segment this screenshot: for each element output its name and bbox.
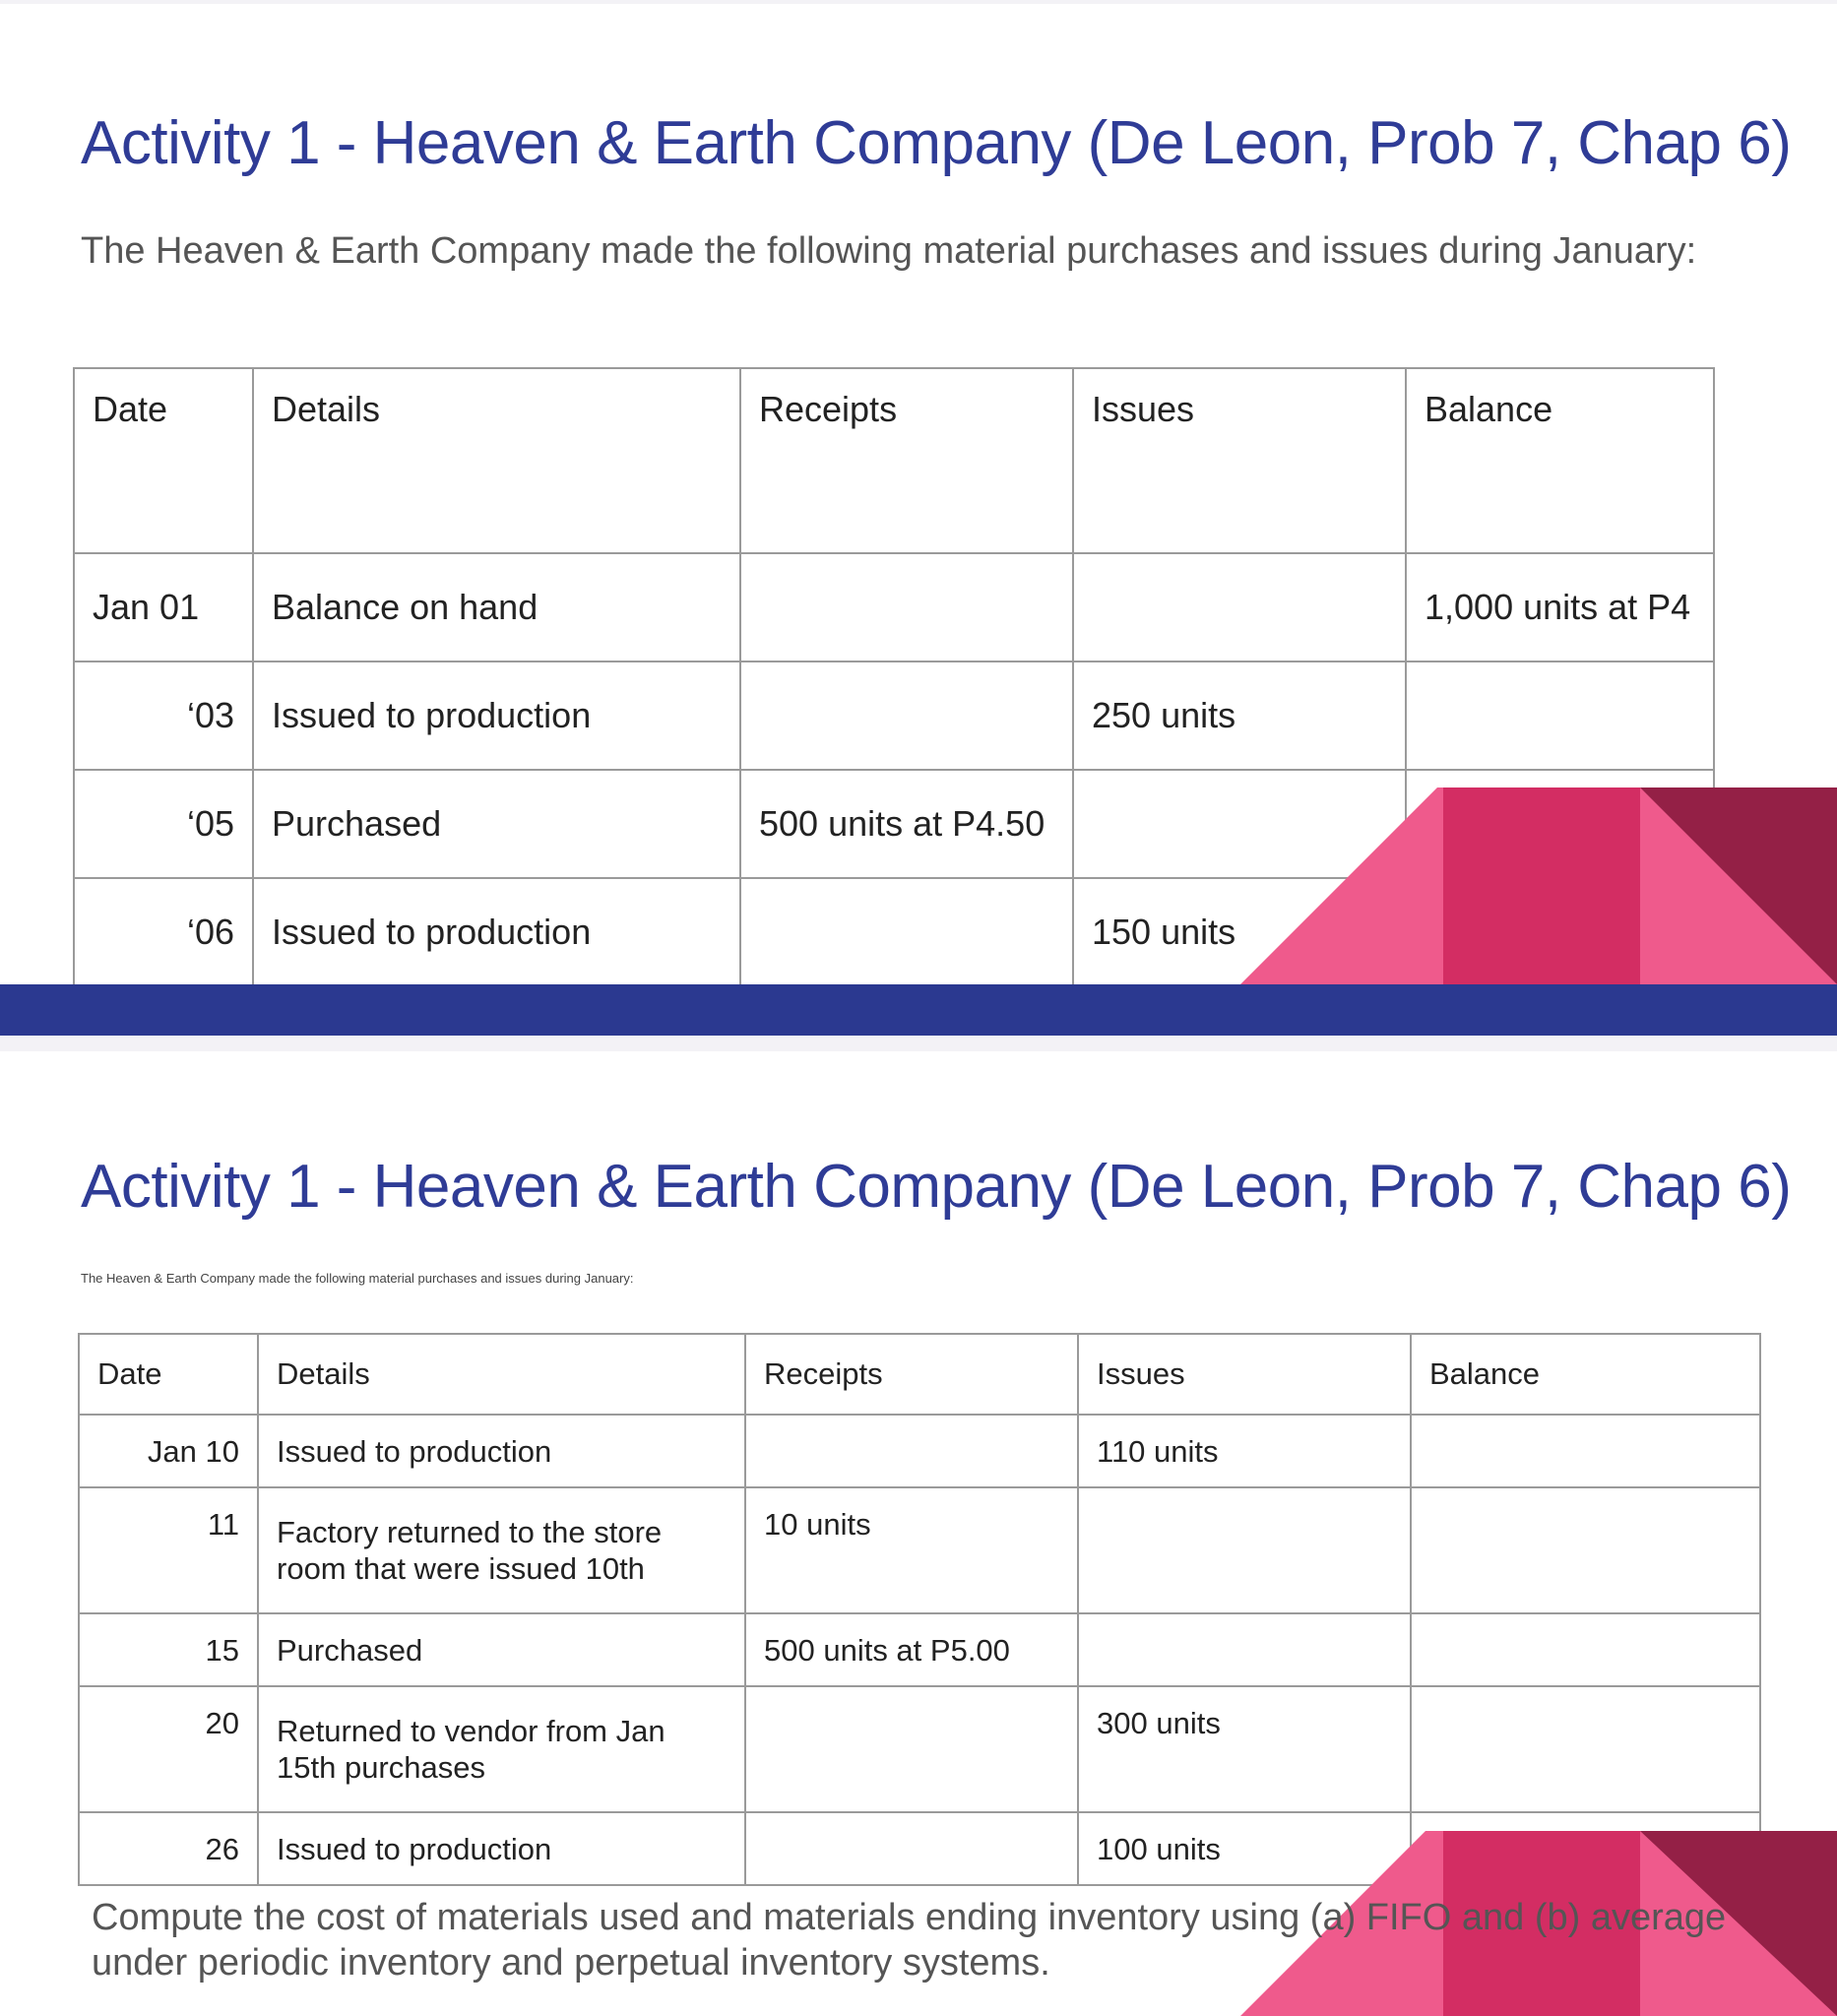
- cell-details: Issued to production: [258, 1415, 745, 1487]
- cell-issues: [1073, 553, 1406, 662]
- cell-date: 15: [79, 1613, 258, 1686]
- table-header-row: [79, 1334, 1760, 1415]
- slide-1-footer-bar: [0, 984, 1837, 1036]
- table-row: [74, 662, 1714, 770]
- question-text: Compute the cost of materials used and materials ending inventory using (a) FIFO and (b) average under periodic inventory and perpetual inventory systems.: [92, 1897, 1727, 1984]
- cell-date: ‘06: [74, 878, 253, 986]
- ledger-table-2: [78, 1333, 1761, 1886]
- header-issues: Issues: [1073, 368, 1406, 553]
- header-receipts: Receipts: [740, 368, 1073, 553]
- cell-issues: 250 units: [1073, 662, 1406, 770]
- cell-receipts: [740, 878, 1073, 986]
- slide-2: [0, 1051, 1837, 2016]
- cell-details: Factory returned to the store room that were issued 10th: [258, 1487, 745, 1613]
- cell-receipts: [740, 553, 1073, 662]
- cell-details: Issued to production: [253, 878, 740, 986]
- cell-issues: 110 units: [1078, 1415, 1411, 1487]
- cell-receipts: [740, 662, 1073, 770]
- header-date: Date: [79, 1334, 258, 1415]
- cell-receipts: 500 units at P5.00: [745, 1613, 1078, 1686]
- header-receipts: Receipts: [745, 1334, 1078, 1415]
- cell-date: ‘03: [74, 662, 253, 770]
- cell-date: ‘05: [74, 770, 253, 878]
- slide-1: [0, 4, 1837, 1036]
- header-details: Details: [253, 368, 740, 553]
- cell-balance: [1411, 1487, 1760, 1613]
- cell-receipts: 10 units: [745, 1487, 1078, 1613]
- cell-balance: [1411, 1613, 1760, 1686]
- cell-details: Balance on hand: [253, 553, 740, 662]
- cell-issues: 300 units: [1078, 1686, 1411, 1812]
- crimson-band: [1443, 788, 1640, 984]
- cell-balance: [1411, 1415, 1760, 1487]
- header-details: Details: [258, 1334, 745, 1415]
- pink-triangle-left: [1240, 788, 1443, 984]
- cell-date: Jan 01: [74, 553, 253, 662]
- cell-details: Purchased: [253, 770, 740, 878]
- table-row: [79, 1415, 1760, 1487]
- slide-1-title: Activity 1 - Heaven & Earth Company (De Leon, Prob 7, Chap 6): [81, 109, 1792, 177]
- cell-balance: [1411, 1686, 1760, 1812]
- slide-2-title: Activity 1 - Heaven & Earth Company (De Leon, Prob 7, Chap 6): [81, 1153, 1792, 1221]
- header-balance: Balance: [1406, 368, 1714, 553]
- cell-date: Jan 10: [79, 1415, 258, 1487]
- cell-date: 20: [79, 1686, 258, 1812]
- slide-2-subtitle: The Heaven & Earth Company made the following material purchases and issues during January:: [81, 1271, 634, 1286]
- decorative-triangles: [1240, 788, 1837, 984]
- table-row: [79, 1487, 1760, 1613]
- header-balance: Balance: [1411, 1334, 1760, 1415]
- cell-issues: 150 units: [1073, 878, 1406, 986]
- cell-date: 26: [79, 1812, 258, 1885]
- cell-details: Issued to production: [253, 662, 740, 770]
- cell-receipts: 500 units at P4.50: [740, 770, 1073, 878]
- cell-issues: [1078, 1487, 1411, 1613]
- cell-receipts: [745, 1686, 1078, 1812]
- cell-details: Purchased: [258, 1613, 745, 1686]
- table-row: [79, 1686, 1760, 1812]
- cell-details: Returned to vendor from Jan 15th purchases: [258, 1686, 745, 1812]
- cell-issues: [1078, 1613, 1411, 1686]
- cell-balance: [1406, 662, 1714, 770]
- cell-date: 11: [79, 1487, 258, 1613]
- slide-1-subtitle: The Heaven & Earth Company made the following material purchases and issues during January:: [81, 230, 1697, 272]
- cell-balance: 1,000 units at P4: [1406, 553, 1714, 662]
- table-header-row: [74, 368, 1714, 553]
- header-issues: Issues: [1078, 1334, 1411, 1415]
- cell-receipts: [745, 1812, 1078, 1885]
- cell-details: Issued to production: [258, 1812, 745, 1885]
- cell-receipts: [745, 1415, 1078, 1487]
- table-row: [79, 1613, 1760, 1686]
- header-date: Date: [74, 368, 253, 553]
- cell-issues: 100 units: [1078, 1812, 1411, 1885]
- table-row: [74, 553, 1714, 662]
